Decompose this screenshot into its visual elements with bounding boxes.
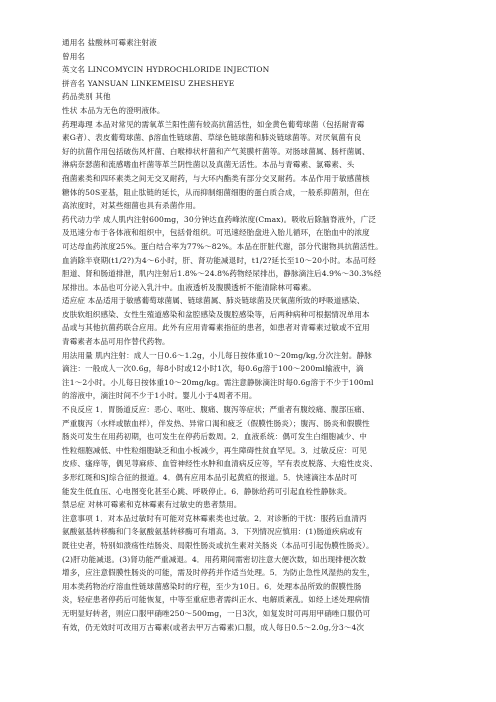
text-line: 高浓度时，对某些细菌也具有杀菌作用。 [62,201,201,211]
text-line: 拼音名 YANSUAN LINKEMEISU ZHESHEYE [62,78,235,88]
text-line: 滴注：一般成人一次0.6g，每8小时或12小时1次，每0.6g溶于100～200ml输液中，滴 [62,364,364,374]
text-line: 好的抗菌作用包括破伤风杆菌、白喉棒状杆菌和产气荚膜杆菌等。对肠球菌属、肠杆菌属、 [62,146,370,156]
text-line: 药品类别 其他 [62,92,111,102]
text-line: 尿排出。本品也可分泌入乳汁中。血液透析及腹膜透析不能清除林可霉素。 [62,282,316,292]
text-line: 氨酸氨基转移酶和门冬氨酸氨基转移酶可有增高。3．下列情况应慎用：(1)肠道疾病或有 [62,527,363,537]
text-line: 品或与其他抗菌药联合应用。此外有应用青霉素指征的患者，如患者对青霉素过敏或不宜用 [62,323,370,333]
text-line: 淋病奈瑟菌和流感嗜血杆菌等革兰阴性菌以及真菌无活性。本品与青霉素、氯霉素、头 [62,160,355,170]
text-line: 不良反应 1．胃肠道反应：恶心、呕吐、腹痛、腹泻等症状；严重者有腹绞痛、腹部压痛、 [62,405,370,415]
text-line: 用本类药物治疗溶血性链球菌感染时的疗程，至少为10日。6．处理本品所致的假膜性肠 [62,581,362,591]
text-line: 性粒细胞减低、中性粒细胞缺乏和血小板减少，再生障碍性贫血罕见。3．过敏反应：可见 [62,445,367,455]
text-line: 既往史者，特别如溃疡性结肠炎、局限性肠炎或抗生素对关肠炎（本品可引起伪膜性肠炎）。 [62,540,374,550]
text-line: 有效，仍无效时可改用万古霉素(或者去甲万古霉素)口服，成人每日0.5～2.0g,分3～4次 [62,622,365,632]
text-line: 素G者）、表皮葡萄球菌、β溶血性链球菌、草绿色链球菌和肺炎链球菌等。对厌氧菌有良 [62,133,362,143]
text-line: 曾用名 [62,51,86,61]
text-line: 可达母血药浓度25%。蛋白结合率为77%～82%。本品在肝脏代谢，部分代谢物具抗菌活性。 [62,241,383,251]
text-line: 严重腹泻（水样或脓血样），伴发热、异常口渴和疲乏（假膜性肠炎）；腹泻、肠炎和假膜性 [62,418,370,428]
text-line: 英文名 LINCOMYCIN HYDROCHLORIDE INJECTION [62,65,270,75]
text-line: 青霉素者本品可用作替代药物。 [62,337,170,347]
text-line: 注1～2小时。小儿每日按体重10～20mg/kg。需注意静脉滴注时每0.6g溶于不少于100ml [62,377,374,387]
text-line: 的溶液中，滴注时间不少于1小时。婴儿小于4周者不用。 [62,391,257,401]
text-line: 肠炎可发生在用药初期，也可发生在停药后数周。2．血液系统：偶可发生白细胞减少、中 [62,432,367,442]
text-line: 通用名 盐酸林可霉素注射液 [62,38,157,47]
text-line: 胆道、肾和肠道排泄，肌内注射后1.8%～24.8%药物经尿排出，静脉滴注后4.9%～30.3%经 [62,269,382,279]
text-line: 注意事项 1．对本品过敏时有可能对克林霉素类也过敏。2．对诊断的干扰：服药后血清丙 [62,513,367,523]
text-line: (2)肝功能减退。(3)肾功能严重减退。4．用药期间需密切注意大便次数，如出现排便次数 [62,554,367,564]
text-line: 无明显好转者，则应口服甲硝唑250～500mg，一日3次，如复发时可再用甲硝唑口服仍可 [62,608,371,618]
text-line: 多形红斑和SJ综合征的报道。4．偶有应用本品引起黄疸的报道。5．快速滴注本品时可 [62,473,358,482]
text-line: 增多，应注意假膜性肠炎的可能，需及时停药并作适当处理。5．为防止急性风湿热的发生， [62,568,375,578]
text-line: 皮疹、瘙痒等，偶见荨麻疹、血管神经性水肿和血清病反应等，罕有表皮脱落、大疱性皮炎、 [62,459,378,469]
text-line: 炎，轻症患者停药后可能恢复，中等至重症患者需纠正水、电解质紊乱。如经上述处理病情 [62,595,370,605]
text-line: 及迅速分布于各体液和组织中，包括骨组织。可迅速经胎盘进入胎儿循环，在胎血中的浓度 [62,228,370,238]
text-line: 适应症 本品适用于敏感葡萄球菌属、链球菌属、肺炎链球菌及厌氧菌所致的呼吸道感染、 [62,296,365,306]
text-line: 禁忌症 对林可霉素和克林霉素有过敏史的患者禁用。 [62,500,242,510]
text-line: 用法用量 肌内注射：成人一日0.6～1.2g，小儿每日按体重10～20mg/kg,分次注射。静脉 [62,350,372,360]
text-line: 皮肤软组织感染、女性生殖道感染和盆腔感染及腹腔感染等，后两种病种可根据情况单用本 [62,309,370,319]
text-line: 糖体的50S亚基，阻止肽链的延长，从而抑制细菌细胞的蛋白质合成，一般系抑菌剂，但在 [62,187,370,197]
text-line: 孢菌素类和四环素类之间无交叉耐药，与大环内酯类有部分交叉耐药。本品作用于敏感菌核 [62,173,370,183]
text-line: 能发生低血压、心电图变化甚至心跳、呼吸停止。6．静脉给药可引起血栓性静脉炎。 [62,486,352,496]
text-line: 血消除半衰期(t1/2?)为4～6小时，肝、肾功能减退时，t1/2?延长至10～20小时。本品可经 [62,255,376,265]
text-line: 药代动力学 成人肌内注射600mg，30分钟达血药峰浓度(Cmax)。吸收后除脑脊液外，广泛 [62,214,376,224]
text-line: 药理毒理 本品对常见的需氧革兰阳性菌有较高抗菌活性，如金黄色葡萄球菌（包括耐青霉 [62,119,365,129]
text-line: 性状 本品为无色的澄明液体。 [62,105,165,115]
